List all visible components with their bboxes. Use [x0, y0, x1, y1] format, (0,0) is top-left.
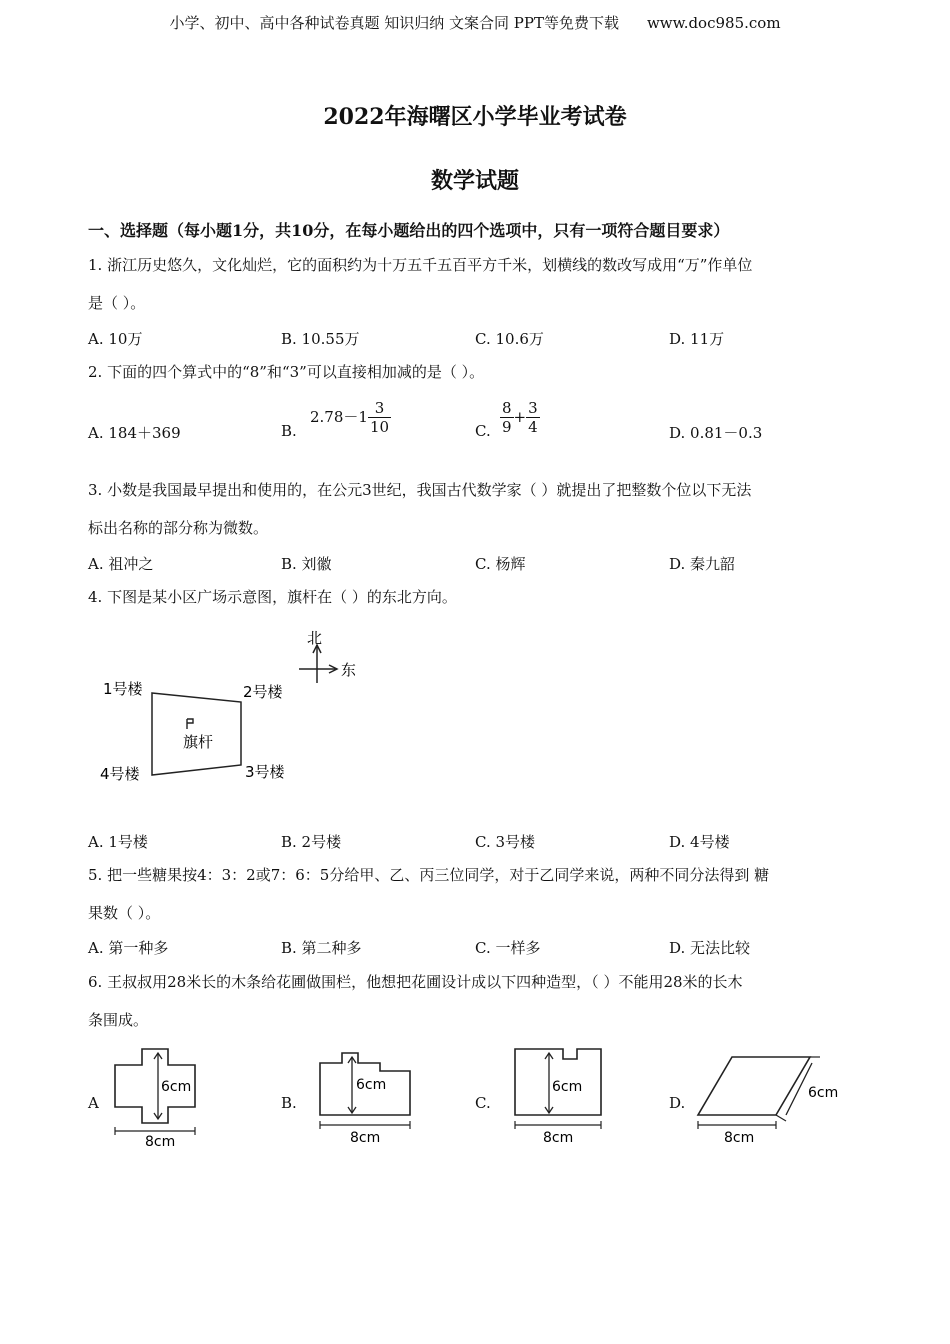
q2-option-c-expression	[500, 396, 540, 437]
q6-text-line2: 条围成。	[88, 1011, 149, 1029]
q1-option-d[interactable]: D. 11万	[669, 330, 725, 348]
q5-option-a[interactable]: A. 第一种多	[88, 939, 169, 957]
q6-option-d-label[interactable]: D.	[669, 1094, 686, 1112]
q2-b-numerator: 3	[368, 399, 391, 418]
q6-text-line1: 6. 王叔叔用28米长的木条给花圃做围栏，他想把花圃设计成以下四种造型，（ ）不能用28米的长木	[88, 973, 743, 991]
width-label-a: 8cm	[145, 1134, 176, 1150]
width-label-b: 8cm	[350, 1130, 381, 1146]
q4-option-c[interactable]: C. 3号楼	[475, 833, 536, 851]
header-site[interactable]: www.doc985.com	[646, 14, 781, 32]
q2-option-d[interactable]: D. 0.81－0.3	[669, 424, 763, 442]
q2-c-plus: +	[513, 408, 527, 426]
q1-option-b[interactable]: B. 10.55万	[281, 330, 360, 348]
compass-east-label: 东	[341, 661, 357, 679]
q6-shape-d	[690, 1045, 850, 1150]
exam-subtitle: 数学试题	[430, 168, 519, 194]
q3-text-line1: 3. 小数是我国最早提出和使用的，在公元3世纪，我国古代数学家（ ）就提出了把整数个位以下无法	[88, 481, 752, 499]
height-label-d: 6cm	[808, 1085, 839, 1101]
q3-option-a[interactable]: A. 祖冲之	[88, 555, 154, 573]
q2-b-denominator: 10	[369, 417, 390, 436]
plaza-diagram	[95, 625, 375, 795]
q2-option-b-expression	[310, 396, 391, 437]
q4-option-d[interactable]: D. 4号楼	[669, 833, 730, 851]
q2-b-expr: 2.78－1	[310, 408, 368, 426]
width-label-c: 8cm	[543, 1130, 574, 1146]
height-label-b: 6cm	[356, 1077, 387, 1093]
q1-option-c[interactable]: C. 10.6万	[475, 330, 544, 348]
q1-text-line1: 1. 浙江历史悠久，文化灿烂，它的面积约为十万五千五百平方千米，划横线的数改写成用“万”作单位	[88, 256, 753, 274]
q2-option-c-label[interactable]: C.	[475, 422, 491, 440]
q2-c-denominator-2: 4	[528, 417, 538, 436]
q5-text-line2: 果数（ ）。	[88, 904, 161, 922]
exam-title: 2022年海曙区小学毕业考试卷	[323, 104, 627, 130]
q1-option-a[interactable]: A. 10万	[88, 330, 143, 348]
compass-north-label: 北	[307, 629, 323, 647]
q2-b-fraction	[368, 399, 391, 436]
q5-option-d[interactable]: D. 无法比较	[669, 939, 751, 957]
q6-option-b-label[interactable]: B.	[281, 1094, 297, 1112]
q2-c-denominator-1: 9	[502, 417, 512, 436]
q3-option-b[interactable]: B. 刘徽	[281, 555, 332, 573]
q6-shape-a	[105, 1045, 215, 1150]
flagpole-label: 旗杆	[183, 733, 214, 751]
height-label-c: 6cm	[552, 1079, 583, 1095]
building-3-label: 3号楼	[245, 763, 285, 781]
ext-line-bottom	[776, 1115, 786, 1121]
header-text: 小学、初中、高中各种试卷真题 知识归纳 文案合同 PPT等免费下载	[169, 14, 619, 32]
q2-c-fraction-1	[500, 399, 514, 436]
q4-option-b[interactable]: B. 2号楼	[281, 833, 342, 851]
q2-c-numerator-2: 3	[528, 398, 538, 417]
q5-option-b[interactable]: B. 第二种多	[281, 939, 362, 957]
q1-text-line2: 是（ ）。	[88, 294, 146, 312]
height-label-a: 6cm	[161, 1079, 192, 1095]
width-label-d: 8cm	[724, 1130, 755, 1146]
q6-shape-b	[310, 1045, 420, 1150]
q4-option-a[interactable]: A. 1号楼	[88, 833, 148, 851]
q2-option-a[interactable]: A. 184＋369	[88, 424, 181, 442]
q3-option-c[interactable]: C. 杨辉	[475, 555, 526, 573]
parallelogram-shape	[698, 1057, 810, 1115]
building-2-label: 2号楼	[243, 683, 283, 701]
flag-icon	[187, 719, 193, 729]
building-1-label: 1号楼	[103, 680, 143, 698]
building-4-label: 4号楼	[100, 765, 140, 783]
q5-text-line1: 5. 把一些糖果按4：3：2或7：6：5分给甲、乙、丙三位同学，对于乙同学来说，两种不同分法得到 糖	[88, 866, 770, 884]
q3-text-line2: 标出名称的部分称为微数。	[88, 519, 269, 537]
q6-option-a-label[interactable]: A	[88, 1094, 99, 1112]
section-heading: 一、选择题（每小题1分，共10分，在每小题给出的四个选项中，只有一项符合题目要求）	[88, 221, 730, 240]
q6-option-c-label[interactable]: C.	[475, 1094, 491, 1112]
q2-text: 2. 下面的四个算式中的“8”和“3”可以直接相加减的是（ ）。	[88, 363, 485, 381]
q3-option-d[interactable]: D. 秦九韶	[669, 555, 736, 573]
q5-option-c[interactable]: C. 一样多	[475, 939, 541, 957]
q4-text: 4. 下图是某小区广场示意图，旗杆在（ ）的东北方向。	[88, 588, 457, 606]
q2-option-b-label[interactable]: B.	[281, 422, 297, 440]
q2-c-numerator-1: 8	[502, 398, 512, 417]
page-header	[0, 12, 950, 33]
q6-shape-c	[505, 1045, 615, 1150]
q2-c-fraction-2	[526, 399, 540, 436]
